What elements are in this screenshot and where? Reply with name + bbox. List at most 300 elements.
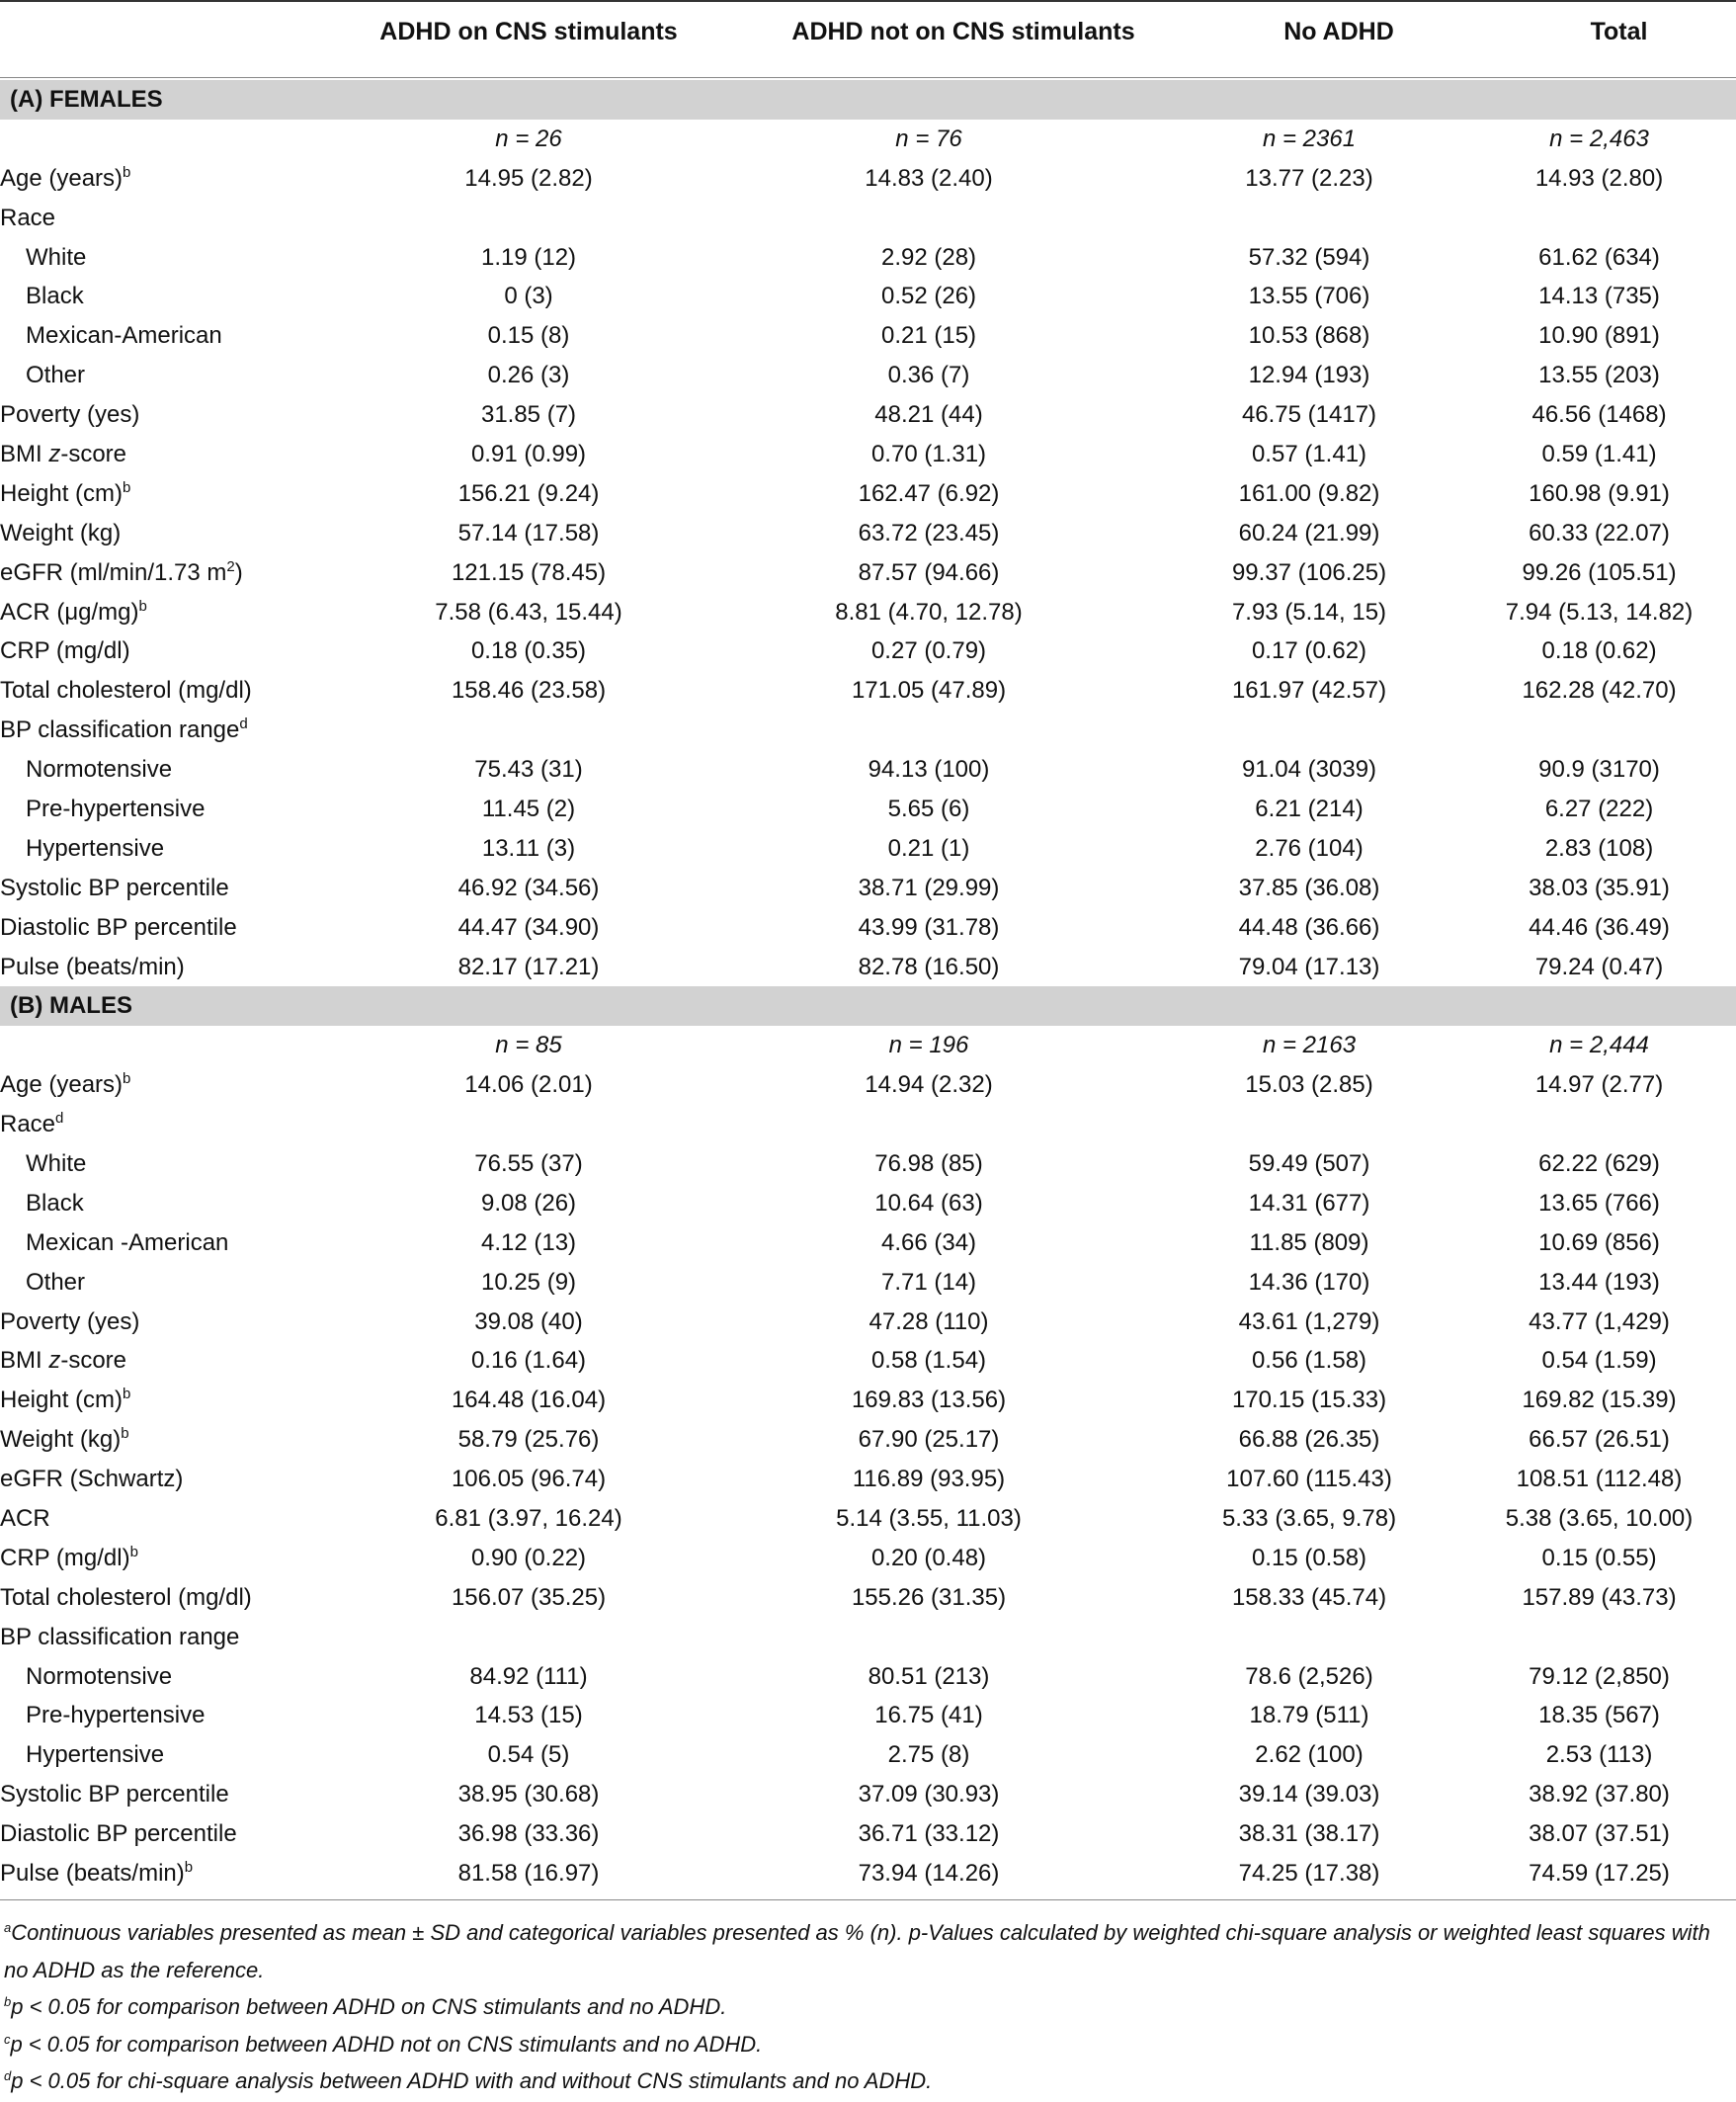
row-label-text: Weight (kg) <box>0 1426 122 1454</box>
value-cell: 2.75 (8) <box>887 1741 970 1769</box>
row-label <box>0 395 356 435</box>
value-cell: 7.93 (5.14, 15) <box>1231 598 1387 626</box>
footnote-marker: b <box>123 1070 131 1088</box>
value-cell: 158.46 (23.58) <box>451 677 607 705</box>
row-label-text: CRP (mg/dl) <box>0 1544 130 1571</box>
value-cell <box>702 1618 1156 1657</box>
table-row <box>0 869 1736 908</box>
value-cell: 43.99 (31.78) <box>858 913 1000 941</box>
value-cell: 170.15 (15.33) <box>1231 1387 1387 1414</box>
value-cell: 15.03 (2.85) <box>1245 1071 1373 1099</box>
row-label-text: BP classification range <box>0 716 240 744</box>
value-cell: 81.58 (16.97) <box>457 1860 600 1888</box>
value-cell: 158.33 (45.74) <box>1231 1583 1387 1611</box>
footnotes <box>4 1914 1733 2100</box>
footnote-marker: b <box>184 1859 194 1877</box>
row-label <box>0 1618 356 1657</box>
row-label <box>0 316 356 356</box>
row-label-text: Total cholesterol (mg/dl) <box>0 1583 252 1611</box>
n-count-cell: n = 76 <box>895 125 962 152</box>
table-row <box>0 1539 1736 1578</box>
value-cell: 14.36 (170) <box>1248 1268 1370 1296</box>
value-cell: 6.21 (214) <box>1255 795 1364 822</box>
value-cell: 66.57 (26.51) <box>1529 1426 1670 1454</box>
footnote-mark: d <box>4 2068 12 2083</box>
value-cell: 46.92 (34.56) <box>457 874 600 901</box>
value-cell: 84.92 (111) <box>469 1662 588 1690</box>
table-row <box>0 1735 1736 1775</box>
table-row <box>0 1657 1736 1697</box>
row-label-text: Pre-hypertensive <box>26 1702 206 1729</box>
value-cell: 0.20 (0.48) <box>870 1544 987 1571</box>
table-row <box>0 948 1736 987</box>
value-cell: 0.70 (1.31) <box>870 440 987 467</box>
row-label <box>0 1499 356 1539</box>
table-row <box>0 631 1736 671</box>
value-cell: 10.69 (856) <box>1538 1228 1660 1256</box>
males-section-header <box>0 986 1736 1026</box>
footnote-marker: b <box>129 1543 138 1560</box>
value-cell: 9.08 (26) <box>480 1189 577 1217</box>
footnote-mark: a <box>4 1920 12 1935</box>
header-adhd-not-on-stimulants: ADHD not on CNS stimulants <box>791 18 1135 45</box>
row-label <box>0 790 356 829</box>
table-row <box>0 435 1736 474</box>
value-cell: 0.57 (1.41) <box>1251 440 1367 467</box>
value-cell: 82.17 (17.21) <box>457 953 600 980</box>
row-label <box>0 869 356 908</box>
value-cell: 108.51 (112.48) <box>1516 1466 1683 1493</box>
table-row <box>0 356 1736 395</box>
value-cell: 14.93 (2.80) <box>1534 164 1664 192</box>
row-label <box>0 1539 356 1578</box>
value-cell: 157.89 (43.73) <box>1522 1583 1677 1611</box>
value-cell: 44.47 (34.90) <box>457 913 600 941</box>
value-cell: 155.26 (31.35) <box>851 1583 1007 1611</box>
value-cell: 0.15 (0.58) <box>1251 1544 1367 1571</box>
value-cell: 162.47 (6.92) <box>858 479 1000 507</box>
value-cell: 79.24 (0.47) <box>1534 953 1664 980</box>
table-row <box>0 1814 1736 1854</box>
row-label-text: White <box>26 1149 87 1177</box>
row-label-text: Black <box>26 283 84 310</box>
row-label-text: eGFR (Schwartz) <box>0 1466 184 1493</box>
row-label <box>0 1105 356 1144</box>
row-label-text: Race <box>0 1111 56 1138</box>
value-cell: 0.15 (0.55) <box>1541 1544 1657 1571</box>
row-label-tail: -score <box>60 1347 127 1375</box>
footnote-text: Continuous variables presented as mean ± SD and categorical variables presented as % (n). p-Values calculated by weighted chi-square analysis or weighted least squares with no ADHD as the reference. <box>4 1920 1710 1982</box>
table-row <box>0 1263 1736 1303</box>
value-cell <box>702 1105 1156 1144</box>
value-cell: 13.44 (193) <box>1538 1268 1660 1296</box>
value-cell: 48.21 (44) <box>874 401 983 429</box>
value-cell: 79.12 (2,850) <box>1529 1662 1670 1690</box>
table-row <box>0 1854 1736 1893</box>
row-label-text: Hypertensive <box>26 1741 165 1769</box>
row-label <box>0 277 356 316</box>
table-row <box>0 238 1736 278</box>
value-cell: 16.75 (41) <box>874 1702 983 1729</box>
table-row <box>0 671 1736 711</box>
table-row <box>0 908 1736 948</box>
value-cell: 73.94 (14.26) <box>858 1860 1000 1888</box>
value-cell: 169.83 (13.56) <box>851 1387 1007 1414</box>
value-cell: 36.71 (33.12) <box>858 1820 1000 1848</box>
value-cell: 43.77 (1,429) <box>1529 1307 1670 1335</box>
row-label-text: Systolic BP percentile <box>0 874 229 901</box>
table-row <box>0 1342 1736 1382</box>
value-cell <box>356 1618 702 1657</box>
females-section-title: (A) FEMALES <box>0 80 1736 120</box>
males-section-title: (B) MALES <box>0 986 1736 1026</box>
value-cell: 106.05 (96.74) <box>451 1466 607 1493</box>
row-label-italic: z <box>48 1347 61 1375</box>
value-cell: 18.35 (567) <box>1538 1702 1660 1729</box>
table-row <box>0 1578 1736 1618</box>
row-label <box>0 1263 356 1303</box>
row-label <box>0 1223 356 1263</box>
row-label <box>0 1814 356 1854</box>
footnote-marker: b <box>121 1425 129 1443</box>
value-cell: 59.49 (507) <box>1248 1149 1370 1177</box>
value-cell: 13.55 (203) <box>1538 362 1660 389</box>
footnote-text: p < 0.05 for comparison between ADHD not on CNS stimulants and no ADHD. <box>10 2031 763 2057</box>
row-label-text: Other <box>26 362 86 389</box>
value-cell: 12.94 (193) <box>1248 362 1370 389</box>
row-label <box>0 593 356 632</box>
row-label <box>0 553 356 593</box>
value-cell: 13.11 (3) <box>481 834 576 862</box>
value-cell <box>1156 1618 1462 1657</box>
value-cell: 91.04 (3039) <box>1241 756 1377 784</box>
value-cell: 82.78 (16.50) <box>858 953 1000 980</box>
value-cell: 75.43 (31) <box>474 756 583 784</box>
value-cell: 2.53 (113) <box>1545 1741 1653 1769</box>
table-row <box>0 277 1736 316</box>
footnote <box>4 1988 1733 2026</box>
value-cell: 6.27 (222) <box>1544 795 1654 822</box>
value-cell: 38.71 (29.99) <box>858 874 1000 901</box>
value-cell: 79.04 (17.13) <box>1238 953 1380 980</box>
row-label-tail: -score <box>60 440 127 467</box>
value-cell: 0.54 (5) <box>487 1741 570 1769</box>
row-label-text: Mexican-American <box>26 322 222 350</box>
table-row <box>0 790 1736 829</box>
value-cell: 10.53 (868) <box>1248 322 1370 350</box>
value-cell: 2.83 (108) <box>1544 834 1654 862</box>
n-count-cell: n = 26 <box>495 125 562 152</box>
value-cell <box>702 199 1156 238</box>
row-label-text: Pre-hypertensive <box>26 795 206 822</box>
value-cell: 2.76 (104) <box>1255 834 1364 862</box>
value-cell: 1.19 (12) <box>480 243 577 271</box>
value-cell: 161.00 (9.82) <box>1238 479 1380 507</box>
row-label <box>0 1184 356 1223</box>
value-cell: 14.13 (735) <box>1538 283 1660 310</box>
value-cell: 38.07 (37.51) <box>1529 1820 1670 1848</box>
footnote-marker: b <box>123 1386 131 1403</box>
row-label-text: Pulse (beats/min) <box>0 953 185 980</box>
value-cell: 39.08 (40) <box>474 1307 583 1335</box>
value-cell: 38.31 (38.17) <box>1238 1820 1380 1848</box>
footnote <box>4 2026 1733 2063</box>
row-label <box>0 356 356 395</box>
value-cell: 0 (3) <box>504 283 553 310</box>
value-cell: 121.15 (78.45) <box>451 558 607 586</box>
table-row <box>0 199 1736 238</box>
value-cell: 0.56 (1.58) <box>1251 1347 1367 1375</box>
row-label-text: Age (years) <box>0 1071 124 1099</box>
value-cell: 160.98 (9.91) <box>1529 479 1670 507</box>
table-row <box>0 1184 1736 1223</box>
row-label <box>0 631 356 671</box>
row-label <box>0 474 356 514</box>
row-label <box>0 948 356 987</box>
row-label-text: Normotensive <box>26 1662 173 1690</box>
value-cell: 0.21 (15) <box>880 322 977 350</box>
table-row <box>0 316 1736 356</box>
row-label <box>0 908 356 948</box>
row-label <box>0 1775 356 1814</box>
table-row <box>0 395 1736 435</box>
value-cell: 8.81 (4.70, 12.78) <box>835 598 1023 626</box>
row-label <box>0 238 356 278</box>
row-label <box>0 514 356 553</box>
value-cell: 116.89 (93.95) <box>852 1466 1006 1493</box>
row-label <box>0 1578 356 1618</box>
footnote-text: p < 0.05 for chi-square analysis between ADHD with and without CNS stimulants and no ADHD. <box>11 2068 933 2093</box>
value-cell: 80.51 (213) <box>868 1662 990 1690</box>
value-cell: 11.45 (2) <box>481 795 576 822</box>
value-cell: 38.03 (35.91) <box>1529 874 1670 901</box>
footnote <box>4 1914 1733 1988</box>
value-cell: 5.38 (3.65, 10.00) <box>1505 1505 1694 1532</box>
value-cell: 161.97 (42.57) <box>1231 677 1387 705</box>
table-header <box>0 2 1736 80</box>
value-cell: 0.36 (7) <box>887 362 970 389</box>
table-row <box>0 1460 1736 1499</box>
row-label-text: Total cholesterol (mg/dl) <box>0 677 252 705</box>
value-cell <box>702 711 1156 750</box>
header-rule <box>0 77 1736 78</box>
row-label-text: Black <box>26 1189 84 1217</box>
footnote-marker: b <box>123 163 131 181</box>
value-cell: 0.26 (3) <box>487 362 570 389</box>
value-cell: 4.12 (13) <box>480 1228 577 1256</box>
value-cell: 171.05 (47.89) <box>851 677 1007 705</box>
value-cell: 0.18 (0.35) <box>470 637 587 665</box>
value-cell: 5.33 (3.65, 9.78) <box>1221 1505 1397 1532</box>
row-label <box>0 1420 356 1460</box>
table-row <box>0 1420 1736 1460</box>
table-row <box>0 829 1736 869</box>
header-adhd-on-stimulants: ADHD on CNS stimulants <box>379 18 678 45</box>
row-label-text: Mexican -American <box>26 1228 229 1256</box>
value-cell: 0.91 (0.99) <box>470 440 587 467</box>
value-cell: 10.90 (891) <box>1538 322 1660 350</box>
row-label <box>0 1854 356 1893</box>
value-cell: 107.60 (115.43) <box>1226 1466 1392 1493</box>
value-cell: 31.85 (7) <box>480 401 577 429</box>
value-cell: 94.13 (100) <box>868 756 990 784</box>
table-row <box>0 1775 1736 1814</box>
value-cell: 14.06 (2.01) <box>464 1071 593 1099</box>
row-label-text: Race <box>0 204 56 231</box>
row-label <box>0 1065 356 1105</box>
footnote-marker: d <box>55 1110 64 1128</box>
footnote-text: p < 0.05 for comparison between ADHD on CNS stimulants and no ADHD. <box>11 1994 727 2019</box>
males-n-row <box>0 1026 1736 1065</box>
value-cell: 60.33 (22.07) <box>1529 519 1670 547</box>
value-cell <box>1462 199 1736 238</box>
value-cell: 0.27 (0.79) <box>870 637 987 665</box>
value-cell: 10.25 (9) <box>480 1268 577 1296</box>
value-cell <box>356 199 702 238</box>
value-cell <box>356 1105 702 1144</box>
table-row <box>0 750 1736 790</box>
row-label-text: BP classification range <box>0 1623 240 1650</box>
row-label-text: Diastolic BP percentile <box>0 1820 237 1848</box>
value-cell: 99.26 (105.51) <box>1522 558 1677 586</box>
row-label-text: Poverty (yes) <box>0 1307 140 1335</box>
value-cell: 74.59 (17.25) <box>1529 1860 1670 1888</box>
data-table <box>0 80 1736 1893</box>
value-cell: 57.14 (17.58) <box>457 519 600 547</box>
value-cell: 57.32 (594) <box>1248 243 1370 271</box>
value-cell: 37.09 (30.93) <box>858 1781 1000 1808</box>
value-cell <box>1462 1618 1736 1657</box>
row-label-text: CRP (mg/dl) <box>0 637 130 665</box>
table-row <box>0 1144 1736 1184</box>
row-label <box>0 1342 356 1382</box>
value-cell: 14.97 (2.77) <box>1534 1071 1664 1099</box>
value-cell: 156.07 (35.25) <box>451 1583 607 1611</box>
row-label <box>0 1735 356 1775</box>
row-label-text: ACR (μg/mg) <box>0 598 139 626</box>
value-cell: 76.55 (37) <box>474 1149 583 1177</box>
value-cell: 14.53 (15) <box>474 1702 583 1729</box>
value-cell <box>1462 711 1736 750</box>
females-section-header <box>0 80 1736 120</box>
header-total: Total <box>1590 18 1648 45</box>
value-cell: 38.95 (30.68) <box>457 1781 600 1808</box>
value-cell: 14.83 (2.40) <box>865 164 993 192</box>
value-cell: 156.21 (9.24) <box>457 479 600 507</box>
value-cell: 164.48 (16.04) <box>451 1387 607 1414</box>
footnote-mark: b <box>4 1994 12 2009</box>
value-cell: 7.71 (14) <box>880 1268 977 1296</box>
table-row <box>0 1618 1736 1657</box>
row-label <box>0 1460 356 1499</box>
value-cell <box>1156 1105 1462 1144</box>
value-cell: 38.92 (37.80) <box>1529 1781 1670 1808</box>
value-cell: 0.58 (1.54) <box>870 1347 987 1375</box>
header-no-adhd: No ADHD <box>1283 18 1394 45</box>
value-cell: 90.9 (3170) <box>1538 756 1660 784</box>
row-label <box>0 159 356 199</box>
table-row <box>0 1303 1736 1342</box>
n-count-cell: n = 2361 <box>1262 125 1357 152</box>
value-cell: 14.95 (2.82) <box>464 164 593 192</box>
value-cell: 14.31 (677) <box>1248 1189 1370 1217</box>
row-label-text: Diastolic BP percentile <box>0 913 237 941</box>
value-cell: 47.28 (110) <box>868 1307 989 1335</box>
value-cell: 13.77 (2.23) <box>1245 164 1373 192</box>
table-row <box>0 553 1736 593</box>
row-label-text: Hypertensive <box>26 834 165 862</box>
table-row <box>0 474 1736 514</box>
n-count-cell: n = 2163 <box>1262 1032 1357 1059</box>
row-label-text: BMI <box>0 1347 49 1375</box>
n-count-cell: n = 2,444 <box>1549 1032 1649 1059</box>
value-cell: 44.48 (36.66) <box>1238 913 1380 941</box>
row-label <box>0 1144 356 1184</box>
row-label-text: Systolic BP percentile <box>0 1781 229 1808</box>
value-cell: 0.17 (0.62) <box>1251 637 1367 665</box>
value-cell: 5.65 (6) <box>887 795 970 822</box>
value-cell <box>1156 199 1462 238</box>
value-cell <box>1462 1105 1736 1144</box>
table-row <box>0 711 1736 750</box>
row-label-text: Height (cm) <box>0 479 124 507</box>
n-count-cell: n = 196 <box>888 1032 969 1059</box>
value-cell: 37.85 (36.08) <box>1238 874 1380 901</box>
value-cell: 61.62 (634) <box>1538 243 1660 271</box>
table-row <box>0 1381 1736 1420</box>
value-cell: 76.98 (85) <box>874 1149 983 1177</box>
value-cell: 0.52 (26) <box>880 283 977 310</box>
value-cell: 0.59 (1.41) <box>1541 440 1657 467</box>
value-cell: 99.37 (106.25) <box>1231 558 1387 586</box>
value-cell: 66.88 (26.35) <box>1238 1426 1380 1454</box>
value-cell: 87.57 (94.66) <box>858 558 1000 586</box>
footnote <box>4 2062 1733 2100</box>
row-label-text: ACR <box>0 1505 50 1532</box>
value-cell: 162.28 (42.70) <box>1522 677 1677 705</box>
row-label-text: Normotensive <box>26 756 173 784</box>
row-label-text: Weight (kg) <box>0 519 122 547</box>
row-label <box>0 750 356 790</box>
value-cell: 46.75 (1417) <box>1241 401 1377 429</box>
value-cell: 11.85 (809) <box>1249 1228 1369 1256</box>
value-cell: 6.81 (3.97, 16.24) <box>435 1505 622 1532</box>
value-cell: 44.46 (36.49) <box>1529 913 1670 941</box>
footnote-marker: b <box>138 597 147 615</box>
row-label-text: Height (cm) <box>0 1387 124 1414</box>
value-cell: 58.79 (25.76) <box>457 1426 600 1454</box>
table-row <box>0 1223 1736 1263</box>
value-cell: 169.82 (15.39) <box>1522 1387 1677 1414</box>
value-cell: 39.14 (39.03) <box>1238 1781 1380 1808</box>
row-label-tail: ) <box>234 558 243 586</box>
footnote-marker: b <box>123 478 131 496</box>
row-label-text: BMI <box>0 440 49 467</box>
table-row <box>0 1697 1736 1736</box>
value-cell: 0.15 (8) <box>487 322 570 350</box>
row-label-text: eGFR (ml/min/1.73 m <box>0 558 227 586</box>
row-label <box>0 1697 356 1736</box>
row-label-italic: z <box>48 440 61 467</box>
value-cell: 63.72 (23.45) <box>858 519 1000 547</box>
table-row <box>0 593 1736 632</box>
value-cell: 43.61 (1,279) <box>1238 1307 1380 1335</box>
row-label <box>0 671 356 711</box>
table-row <box>0 1105 1736 1144</box>
value-cell: 67.90 (25.17) <box>858 1426 1000 1454</box>
value-cell: 14.94 (2.32) <box>865 1071 993 1099</box>
n-count-cell: n = 85 <box>495 1032 562 1059</box>
